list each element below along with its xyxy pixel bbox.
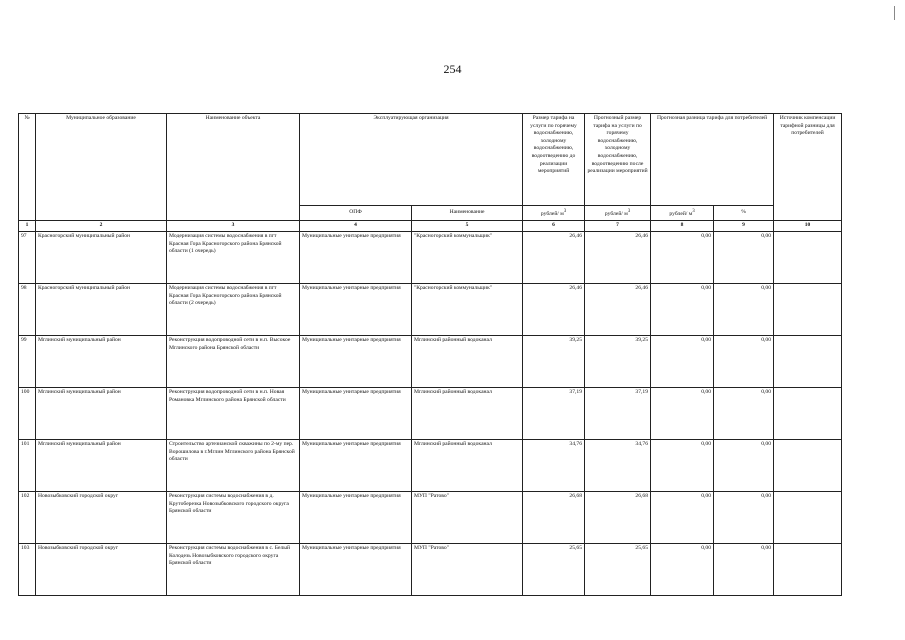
table-row (19, 232, 842, 284)
header-source: Источник компенсации тарифной разницы для потребителей (774, 114, 842, 221)
tariff-cell: 26,46 (523, 284, 585, 336)
table-row (19, 336, 842, 388)
percent-cell: 0,00 (714, 492, 774, 544)
forecast-cell: 26,46 (585, 232, 651, 284)
table-row (19, 492, 842, 544)
row-number: 99 (19, 336, 36, 388)
municipality-cell: Красногорский муниципальный район (36, 284, 167, 336)
table-row (19, 544, 842, 596)
opf-cell: Муниципальные унитарные предприятия (300, 492, 412, 544)
table-row (19, 388, 842, 440)
column-number: 8 (651, 221, 714, 232)
difference-cell: 0,00 (651, 440, 714, 492)
tariff-cell: 25,65 (523, 544, 585, 596)
header-difference: Прогнозная разница тарифа для потребителей (651, 114, 774, 206)
page-number: 254 (443, 62, 462, 76)
unit-tariff: рублей/ $м^3$ (523, 206, 585, 221)
operator-name-cell: Мглинский районный водоканал (412, 336, 523, 388)
opf-cell: Муниципальные унитарные предприятия (300, 232, 412, 284)
scan-edge-mark (894, 6, 895, 20)
tariff-cell: 37,19 (523, 388, 585, 440)
row-number: 102 (19, 492, 36, 544)
column-number: 4 (300, 221, 412, 232)
header-object: Наименование объекта (167, 114, 300, 221)
percent-cell: 0,00 (714, 232, 774, 284)
municipality-cell: Мглинский муниципальный район (36, 336, 167, 388)
difference-cell: 0,00 (651, 388, 714, 440)
source-cell (774, 284, 842, 336)
opf-cell: Муниципальные унитарные предприятия (300, 544, 412, 596)
unit-forecast: рублей/ $м^3$ (585, 206, 651, 221)
tariff-table (18, 113, 842, 596)
column-number: 2 (36, 221, 167, 232)
table-row (19, 284, 842, 336)
row-number: 103 (19, 544, 36, 596)
header-opf: ОПФ (300, 206, 412, 221)
object-cell: Реконструкция водопроводной сети в н.п. Высокое Мглинского района Брянской области (167, 336, 300, 388)
percent-cell: 0,00 (714, 544, 774, 596)
municipality-cell: Мглинский муниципальный район (36, 440, 167, 492)
column-number: 10 (774, 221, 842, 232)
source-cell (774, 544, 842, 596)
header-municipality: Муниципальное образование (36, 114, 167, 221)
municipality-cell: Новозыбковский городской округ (36, 492, 167, 544)
forecast-cell: 37,19 (585, 388, 651, 440)
unit-percent: % (714, 206, 774, 221)
operator-name-cell: Мглинский районный водоканал (412, 440, 523, 492)
column-number: 9 (714, 221, 774, 232)
tariff-cell: 26,46 (523, 232, 585, 284)
column-number: 3 (167, 221, 300, 232)
forecast-cell: 34,76 (585, 440, 651, 492)
forecast-cell: 25,65 (585, 544, 651, 596)
header-forecast: Прогнозный размер тарифа на услуги по горячему водоснабжению, холодному водоснабжению, водоотведению после реализации мероприятий (585, 114, 651, 206)
opf-cell: Муниципальные унитарные предприятия (300, 440, 412, 492)
difference-cell: 0,00 (651, 544, 714, 596)
forecast-cell: 39,25 (585, 336, 651, 388)
object-cell: Реконструкция системы водоснабжения в с. Белый Колодезь Новозыбковского городского округа Брянской области (167, 544, 300, 596)
forecast-cell: 26,68 (585, 492, 651, 544)
tariff-cell: 26,68 (523, 492, 585, 544)
municipality-cell: Красногорский муниципальный район (36, 232, 167, 284)
row-number: 98 (19, 284, 36, 336)
row-number: 101 (19, 440, 36, 492)
operator-name-cell: МУП "Ратово" (412, 492, 523, 544)
operator-name-cell: "Красногорский коммунальщик" (412, 232, 523, 284)
operator-name-cell: "Красногорский коммунальщик" (412, 284, 523, 336)
opf-cell: Муниципальные унитарные предприятия (300, 284, 412, 336)
difference-cell: 0,00 (651, 284, 714, 336)
percent-cell: 0,00 (714, 284, 774, 336)
municipality-cell: Новозыбковский городской округ (36, 544, 167, 596)
object-cell: Реконструкция системы водоснабжения в д. Крутоберезка Новозыбковского городского округа Брянской области (167, 492, 300, 544)
difference-cell: 0,00 (651, 336, 714, 388)
column-number: 7 (585, 221, 651, 232)
unit-diff: рублей/ $м^3$ (651, 206, 714, 221)
row-number: 97 (19, 232, 36, 284)
object-cell: Модернизация системы водоснабжения в пгт Красная Гора Красногорского района Брянской области (1 очередь) (167, 232, 300, 284)
header-name: Наименование (412, 206, 523, 221)
row-number: 100 (19, 388, 36, 440)
column-number: 5 (412, 221, 523, 232)
header-tariff: Размер тарифа на услуги по горячему водоснабжению, холодному водоснабжению, водоотведению до реализации мероприятий (523, 114, 585, 206)
object-cell: Модернизация системы водоснабжения в пгт Красная Гора Красногорского района Брянской области (2 очередь) (167, 284, 300, 336)
percent-cell: 0,00 (714, 440, 774, 492)
header-no: № (19, 114, 36, 221)
object-cell: Реконструкция водопроводной сети в н.п. Новая Романовка Мглинского района Брянской области (167, 388, 300, 440)
percent-cell: 0,00 (714, 388, 774, 440)
opf-cell: Муниципальные унитарные предприятия (300, 336, 412, 388)
source-cell (774, 492, 842, 544)
object-cell: Строительство артезианской скважины по 2-му пер. Ворошилова в г.Мглин Мглинского района Брянской области (167, 440, 300, 492)
header-operator: Эксплуатирующая организация (300, 114, 523, 206)
percent-cell: 0,00 (714, 336, 774, 388)
opf-cell: Муниципальные унитарные предприятия (300, 388, 412, 440)
column-number: 1 (19, 221, 36, 232)
column-number: 6 (523, 221, 585, 232)
source-cell (774, 232, 842, 284)
operator-name-cell: МУП "Ратово" (412, 544, 523, 596)
difference-cell: 0,00 (651, 492, 714, 544)
table-row (19, 440, 842, 492)
forecast-cell: 26,46 (585, 284, 651, 336)
municipality-cell: Мглинский муниципальный район (36, 388, 167, 440)
difference-cell: 0,00 (651, 232, 714, 284)
tariff-cell: 34,76 (523, 440, 585, 492)
source-cell (774, 388, 842, 440)
operator-name-cell: Мглинский районный водоканал (412, 388, 523, 440)
tariff-cell: 39,25 (523, 336, 585, 388)
source-cell (774, 440, 842, 492)
source-cell (774, 336, 842, 388)
